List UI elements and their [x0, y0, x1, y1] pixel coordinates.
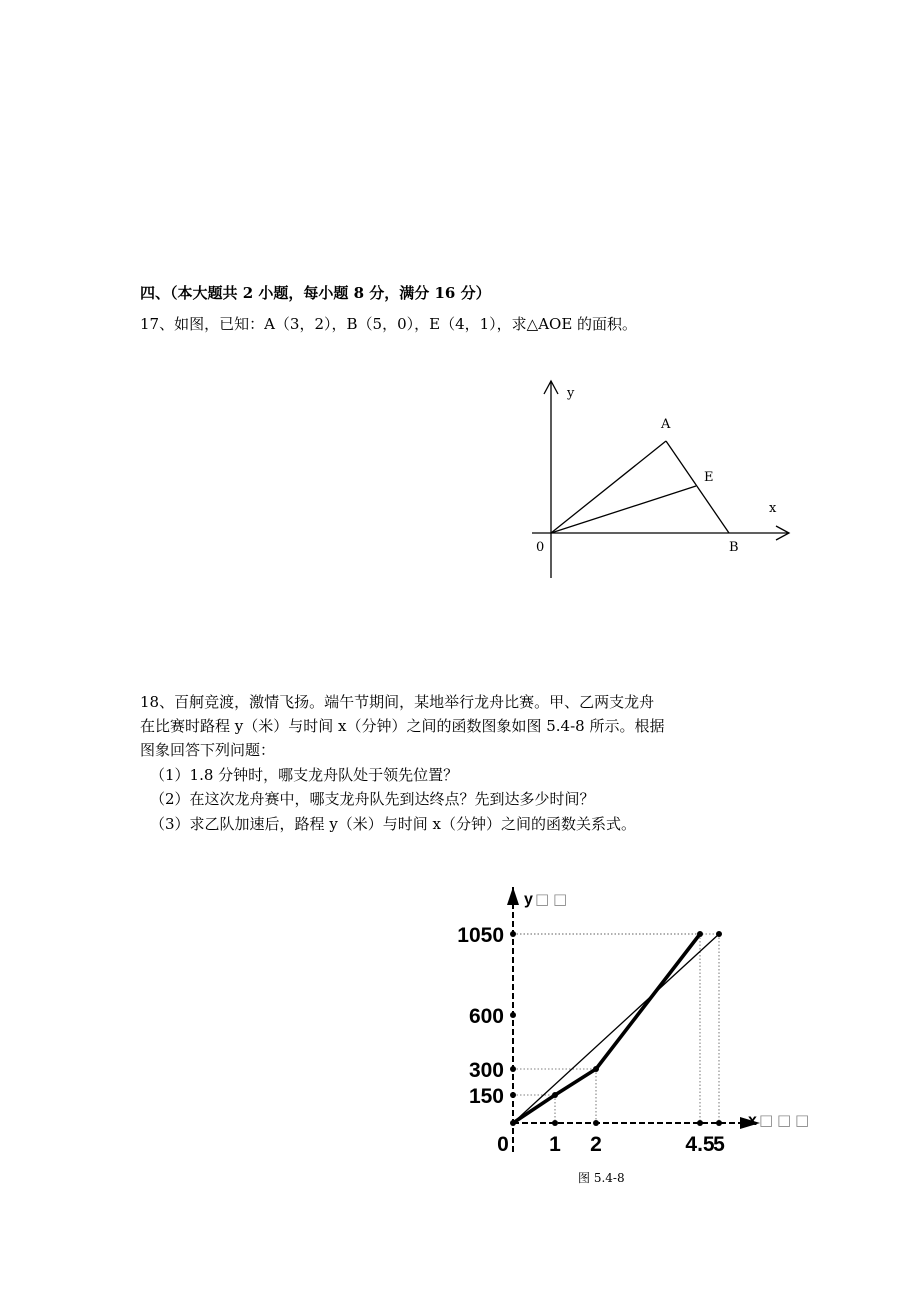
question-18-sub-3: （3）求乙队加速后，路程 y（米）与时间 x（分钟）之间的函数关系式。 — [150, 815, 637, 833]
question-18-line-1: 18、百舸竞渡，激情飞扬。端午节期间，某地举行龙舟比赛。甲、乙两支龙舟 — [140, 693, 655, 711]
chart-thick-point-3 — [697, 931, 703, 937]
chart-y-tick-dot-0 — [510, 1092, 516, 1098]
chart-x-unit-glyph-1: □ — [759, 1111, 774, 1129]
question-18-sub-2: （2）在这次龙舟赛中，哪支龙舟队先到达终点？先到达多少时间？ — [150, 790, 595, 808]
chart-y-tick-dot-3 — [510, 931, 516, 937]
fig17-point-a-label: A — [661, 417, 671, 432]
chart-x-tick-label-4: 5 — [713, 1133, 725, 1156]
chart-x-tick-label-0: 0 — [497, 1133, 509, 1156]
chart-y-tick-label-1: 300 — [468, 1059, 504, 1082]
fig17-y-label: y — [567, 386, 575, 401]
chart-y-tick-label-0: 150 — [468, 1085, 504, 1108]
chart-x-unit-glyph-3: □ — [795, 1111, 810, 1129]
chart-x-axis-label: x — [748, 1112, 757, 1129]
chart-y-unit-glyph-1: □ — [535, 890, 550, 908]
chart-y-tick-dot-2 — [510, 1012, 516, 1018]
chart-thick-point-2 — [593, 1066, 599, 1072]
chart-thick-point-0 — [510, 1120, 516, 1126]
chart-x-tick-dot-4 — [716, 1120, 722, 1126]
chart-caption: 图 5.4-8 — [578, 1171, 625, 1185]
question-17-text: 17、如图，已知：A（3，2），B（5，0），E（4，1），求△AOE 的面积。 — [140, 315, 638, 333]
chart-series-thin-line — [513, 934, 719, 1123]
chart-x-tick-dot-3 — [697, 1120, 703, 1126]
chart-y-axis-label: y — [524, 891, 533, 908]
chart-x-unit-glyph-2: □ — [777, 1111, 792, 1129]
chart-y-tick-label-2: 600 — [468, 1005, 504, 1028]
chart-y-arrow — [507, 887, 519, 905]
chart-x-tick-label-2: 2 — [590, 1133, 602, 1156]
question-18-line-3: 图象回答下列问题： — [140, 741, 276, 759]
chart-thick-point-1 — [552, 1092, 558, 1098]
chart-y-tick-label-3: 1050 — [457, 924, 504, 947]
section-heading: 四、（本大题共 2 小题，每小题 8 分，满分 16 分） — [140, 284, 491, 302]
question-18-line-2: 在比赛时路程 y（米）与时间 x（分钟）之间的函数图象如图 5.4-8 所示。根据 — [140, 717, 665, 735]
fig17-point-e-label: E — [704, 470, 714, 485]
chart-x-tick-label-1: 1 — [549, 1133, 561, 1156]
chart-thin-point-1 — [716, 931, 722, 937]
fig17-origin-label: 0 — [536, 540, 545, 555]
fig17-x-label: x — [769, 501, 777, 516]
chart-x-tick-dot-1 — [552, 1120, 558, 1126]
chart-x-tick-label-3: 4.5 — [685, 1133, 715, 1156]
chart-x-tick-dot-2 — [593, 1120, 599, 1126]
chart-y-unit-glyph-2: □ — [553, 890, 568, 908]
fig17-point-b-label: B — [729, 540, 739, 555]
question-18-sub-1: （1）1.8 分钟时，哪支龙舟队处于领先位置？ — [150, 766, 459, 784]
chart-y-tick-dot-1 — [510, 1066, 516, 1072]
